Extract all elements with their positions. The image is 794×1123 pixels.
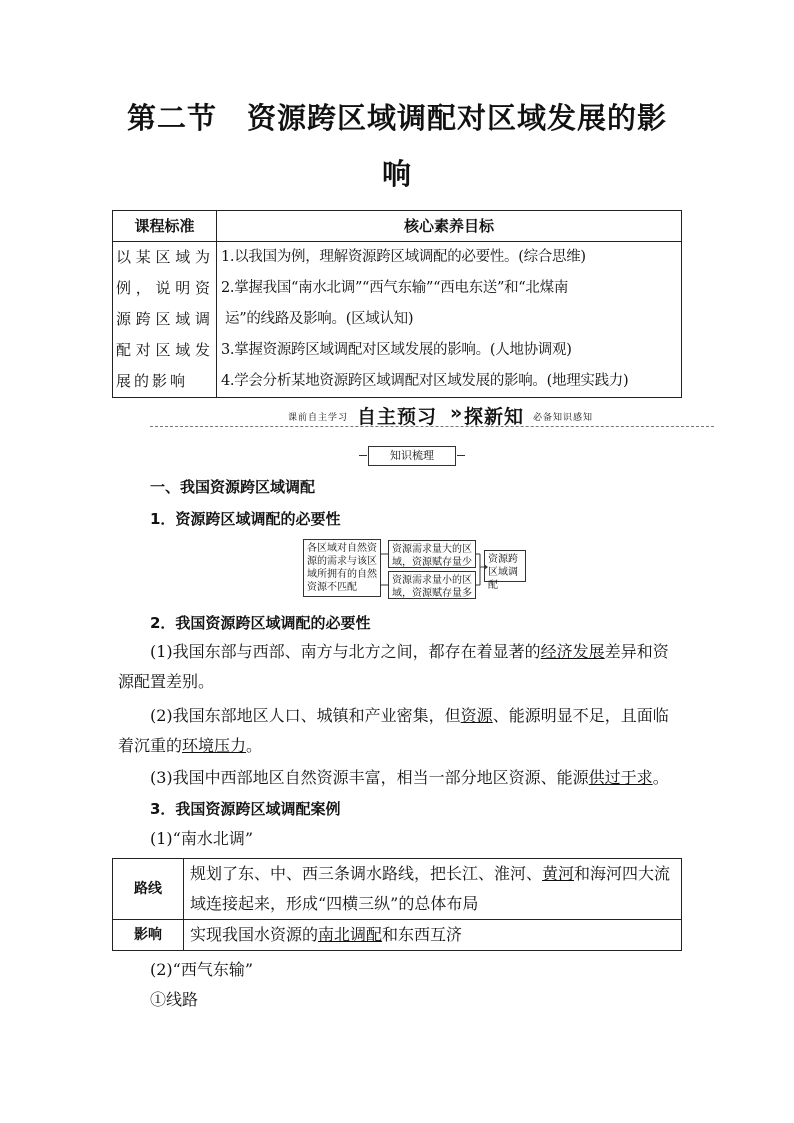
standards-table: [112, 210, 682, 398]
goal-item: 1.以我国为例，理解资源跨区域调配的必要性。(综合思维): [221, 249, 586, 265]
section-banner: [150, 402, 714, 427]
diagram-arrows: [380, 540, 490, 600]
paragraph-1-cont: 源配置差别。: [118, 672, 215, 691]
page-title: 第二节 资源跨区域调配对区域发展的影: [126, 101, 667, 135]
subsection-heading: 1．资源跨区域调配的必要性: [150, 510, 341, 528]
subsection-heading: 2．我国资源跨区域调配的必要性: [150, 614, 371, 632]
paragraph-3: (3)我国中西部地区自然资源丰富，相当一部分地区资源、能源供过于求。: [150, 768, 669, 787]
banner-title-explore: 探新知: [464, 406, 525, 428]
page-title-continued: 响: [381, 157, 412, 191]
diagram-cause-box: 各区域对自然资源的需求与该区域所拥有的自然资源不匹配: [303, 539, 381, 597]
section-heading: 一、我国资源跨区域调配: [150, 478, 316, 496]
goal-item: 4.学会分析某地资源跨区域调配对区域发展的影响。(地理实践力): [221, 373, 629, 389]
header-course-standard: 课程标准: [113, 211, 217, 242]
south-north-water-table: [112, 858, 682, 951]
paragraph-2: (2)我国东部地区人口、城镇和产业密集，但资源、能源明显不足，且面临: [150, 706, 669, 725]
diagram-result-box: 资源跨区域调配: [484, 550, 526, 582]
banner-left-caption: 课前自主学习: [288, 413, 349, 423]
route-text: 规划了东、中、西三条调水路线，把长江、淮河、黄河和海河四大流 域连接起来，形成“四横三纵”的总体布局: [184, 859, 682, 920]
core-goals-list: [217, 242, 682, 398]
paragraph-2-cont: 着沉重的环境压力。: [118, 736, 263, 755]
header-core-goals: 核心素养目标: [217, 211, 682, 242]
diagram-high-demand-box: 资源需求量大的区域，资源赋存量少: [388, 540, 476, 568]
course-standard-text: 以某区域为例，说明资源跨区域调配对区域发展的影响: [113, 242, 217, 398]
goal-item: 3.掌握资源跨区域调配对区域发展的影响。(人地协调观): [221, 342, 572, 358]
goal-item: 运”的线路及影响。(区域认知): [225, 311, 414, 327]
case-2-title: (2)“西气东输”: [150, 960, 254, 979]
banner-arrow-icon: »: [450, 402, 463, 424]
knowledge-tag: 知识梳理: [368, 446, 456, 466]
case-1-title: (1)“南水北调”: [150, 829, 254, 848]
effect-label: 影响: [113, 920, 184, 951]
diagram-low-demand-box: 资源需求量小的区域，资源赋存量多: [388, 571, 476, 599]
banner-right-caption: 必备知识感知: [533, 413, 594, 423]
case-2-subheading: ①线路: [150, 990, 199, 1009]
banner-title-preview: 自主预习: [357, 406, 438, 428]
paragraph-1: (1)我国东部与西部、南方与北方之间，都存在着显著的经济发展差异和资: [150, 642, 669, 661]
goal-item: 2.掌握我国“南水北调”“西气东输”“西电东送”和“北煤南: [221, 280, 569, 296]
effect-text: 实现我国水资源的南北调配和东西互济: [184, 920, 682, 951]
subsection-heading: 3．我国资源跨区域调配案例: [150, 800, 341, 818]
route-label: 路线: [113, 859, 184, 920]
